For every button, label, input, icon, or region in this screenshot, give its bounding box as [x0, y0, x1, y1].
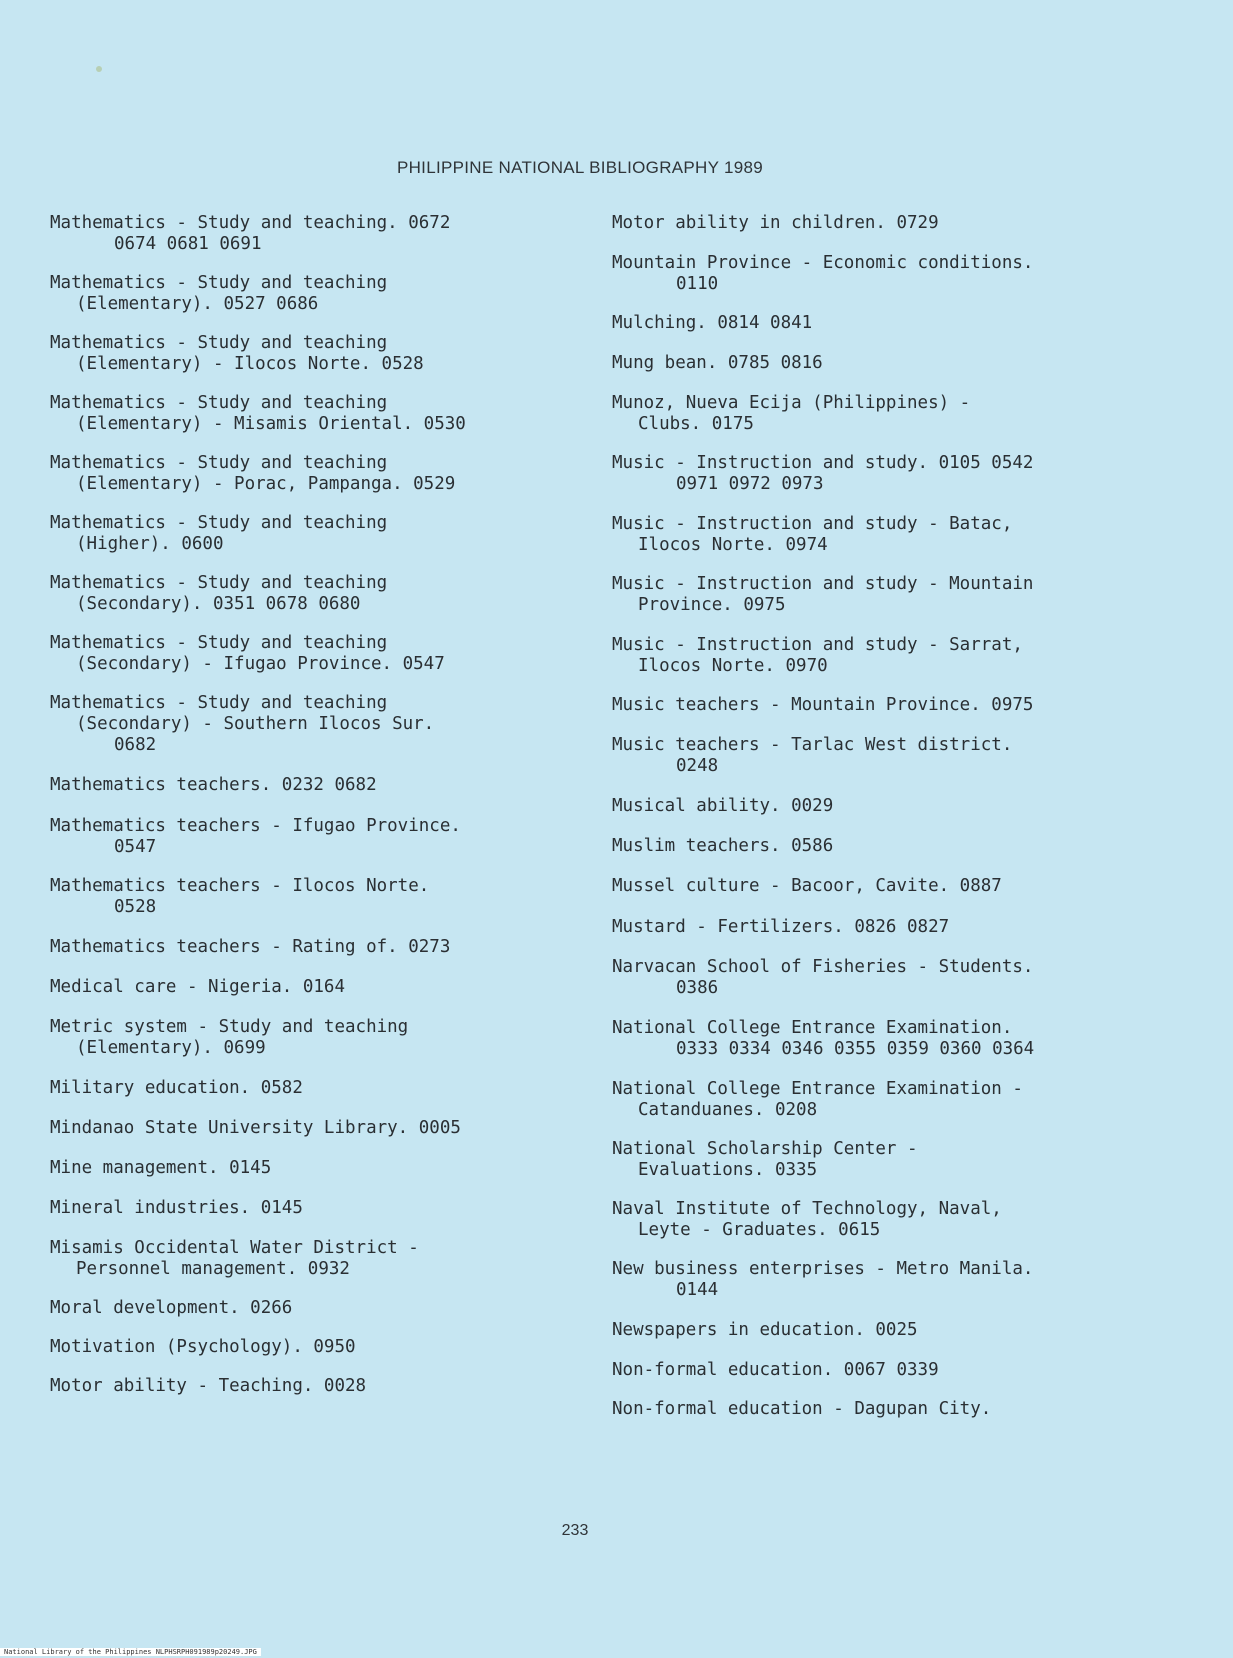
entry-heading-line: Mineral industries. 0145	[50, 1198, 303, 1218]
entry-continuation-line: Leyte - Graduates. 0615	[638, 1220, 881, 1240]
entry-continuation-line: (Elementary). 0699	[76, 1038, 266, 1058]
index-entry	[612, 957, 1033, 999]
entry-heading-line: National Scholarship Center -	[612, 1139, 918, 1159]
entry-continuation-line: Catanduanes. 0208	[638, 1100, 818, 1120]
index-entry	[50, 393, 466, 435]
entry-heading-line: Mathematics - Study and teaching	[50, 393, 388, 413]
index-entry	[50, 1118, 461, 1139]
entry-heading-line: Narvacan School of Fisheries - Students.	[612, 957, 1034, 977]
entry-heading-line: Misamis Occidental Water District -	[50, 1238, 419, 1258]
index-entry	[50, 1158, 271, 1179]
entry-continuation-line: 0971 0972 0973	[676, 474, 824, 494]
entry-continuation-line: 0333 0334 0346 0355 0359 0360 0364	[676, 1039, 1035, 1059]
entry-heading-line: Mathematics teachers. 0232 0682	[50, 775, 377, 795]
index-entry	[612, 917, 949, 938]
entry-continuation-line: (Higher). 0600	[76, 534, 224, 554]
index-entry	[612, 1079, 1023, 1121]
index-entry	[50, 1017, 408, 1059]
entry-continuation-line: Clubs. 0175	[638, 414, 754, 434]
entry-continuation-line: (Elementary). 0527 0686	[76, 294, 319, 314]
entry-continuation-line: Ilocos Norte. 0974	[638, 535, 828, 555]
entry-heading-line: Music - Instruction and study - Mountain	[612, 574, 1034, 594]
index-entry	[612, 836, 833, 857]
entry-continuation-line: 0144	[676, 1280, 719, 1300]
entry-heading-line: Music - Instruction and study - Batac,	[612, 514, 1013, 534]
index-entry	[50, 273, 387, 315]
entry-heading-line: Military education. 0582	[50, 1078, 303, 1098]
page-header: PHILIPPINE NATIONAL BIBLIOGRAPHY 1989	[396, 158, 764, 177]
index-entry	[612, 1259, 1033, 1301]
index-entry	[612, 253, 1033, 295]
index-entry	[612, 635, 1023, 677]
index-entry	[612, 514, 1012, 556]
index-entry	[612, 1360, 939, 1381]
entry-heading-line: Mathematics - Study and teaching	[50, 333, 388, 353]
entry-heading-line: Mathematics - Study and teaching	[50, 453, 388, 473]
index-entry	[50, 213, 450, 255]
index-entry	[612, 1199, 1002, 1241]
entry-heading-line: Music teachers - Tarlac West district.	[612, 735, 1013, 755]
entry-heading-line: Metric system - Study and teaching	[50, 1017, 409, 1037]
index-entry	[50, 453, 455, 495]
entry-heading-line: Mulching. 0814 0841	[612, 313, 813, 333]
entry-heading-line: Medical care - Nigeria. 0164	[50, 977, 346, 997]
entry-continuation-line: (Elementary) - Misamis Oriental. 0530	[76, 414, 466, 434]
index-entry	[50, 1238, 419, 1280]
entry-heading-line: Mussel culture - Bacoor, Cavite. 0887	[612, 876, 1002, 896]
entry-heading-line: National College Entrance Examination -	[612, 1079, 1023, 1099]
entry-continuation-line: (Secondary) - Southern Ilocos Sur.	[76, 714, 435, 734]
entry-heading-line: Mung bean. 0785 0816	[612, 353, 823, 373]
entry-continuation-line: 0674 0681 0691	[114, 234, 262, 254]
page-number: 233	[561, 1522, 589, 1539]
index-entry	[612, 1320, 918, 1341]
entry-heading-line: Mathematics teachers - Rating of. 0273	[50, 937, 451, 957]
entry-continuation-line: Personnel management. 0932	[76, 1259, 350, 1279]
entry-continuation-line: 0110	[676, 274, 719, 294]
entry-heading-line: Music - Instruction and study - Sarrat,	[612, 635, 1023, 655]
scan-footer: National Library of the Philippines NLPHSRPH091989p20249.JPG	[0, 1648, 261, 1656]
entry-heading-line: Motivation (Psychology). 0950	[50, 1337, 356, 1357]
entry-heading-line: Non-formal education - Dagupan City.	[612, 1399, 992, 1419]
index-entry	[612, 876, 1002, 897]
index-entry	[612, 213, 939, 234]
entry-heading-line: Naval Institute of Technology, Naval,	[612, 1199, 1002, 1219]
entry-continuation-line: (Secondary) - Ifugao Province. 0547	[76, 654, 445, 674]
entry-heading-line: Newspapers in education. 0025	[612, 1320, 918, 1340]
index-entry	[50, 977, 345, 998]
index-entry	[612, 313, 812, 334]
entry-continuation-line: (Elementary) - Ilocos Norte. 0528	[76, 354, 424, 374]
index-entry	[50, 1376, 366, 1397]
index-entry	[50, 693, 434, 756]
entry-heading-line: Mustard - Fertilizers. 0826 0827	[612, 917, 950, 937]
index-entry	[50, 816, 461, 858]
index-entry	[612, 393, 970, 435]
entry-heading-line: Mathematics - Study and teaching	[50, 513, 388, 533]
index-entry	[612, 796, 833, 817]
entry-continuation-line: (Elementary) - Porac, Pampanga. 0529	[76, 474, 456, 494]
entry-heading-line: Mathematics - Study and teaching	[50, 693, 388, 713]
entry-heading-line: Mathematics - Study and teaching. 0672	[50, 213, 451, 233]
index-entry	[50, 1337, 356, 1358]
entry-heading-line: Moral development. 0266	[50, 1298, 293, 1318]
entry-continuation-line: (Secondary). 0351 0678 0680	[76, 594, 361, 614]
entry-heading-line: Muslim teachers. 0586	[612, 836, 834, 856]
index-entry	[50, 573, 387, 615]
index-entry	[50, 775, 377, 796]
entry-continuation-line: 0682	[114, 735, 157, 755]
entry-continuation-line: 0386	[676, 978, 719, 998]
entry-continuation-line: Ilocos Norte. 0970	[638, 656, 828, 676]
index-entry	[612, 1018, 1034, 1060]
entry-heading-line: Mathematics - Study and teaching	[50, 633, 388, 653]
index-entry	[50, 937, 450, 958]
entry-heading-line: Munoz, Nueva Ecija (Philippines) -	[612, 393, 971, 413]
entry-continuation-line: 0547	[114, 837, 157, 857]
entry-heading-line: Mindanao State University Library. 0005	[50, 1118, 461, 1138]
entry-heading-line: New business enterprises - Metro Manila.	[612, 1259, 1034, 1279]
index-entry	[612, 574, 1033, 616]
index-entry	[612, 1399, 991, 1420]
entry-heading-line: Music - Instruction and study. 0105 0542	[612, 453, 1034, 473]
entry-heading-line: Mine management. 0145	[50, 1158, 272, 1178]
index-entry	[612, 735, 1012, 777]
entry-continuation-line: 0528	[114, 897, 157, 917]
index-entry	[612, 353, 823, 374]
entry-heading-line: Music teachers - Mountain Province. 0975	[612, 695, 1034, 715]
entry-heading-line: Non-formal education. 0067 0339	[612, 1360, 939, 1380]
entry-heading-line: Musical ability. 0029	[612, 796, 834, 816]
index-entry	[50, 633, 445, 675]
entry-continuation-line: 0248	[676, 756, 719, 776]
entry-heading-line: Mathematics teachers - Ifugao Province.	[50, 816, 461, 836]
index-entry	[50, 513, 387, 555]
index-entry	[612, 453, 1033, 495]
entry-heading-line: Mathematics - Study and teaching	[50, 273, 388, 293]
index-entry	[50, 333, 424, 375]
entry-heading-line: Motor ability - Teaching. 0028	[50, 1376, 367, 1396]
index-entry	[50, 1198, 303, 1219]
entry-heading-line: National College Entrance Examination.	[612, 1018, 1013, 1038]
entry-continuation-line: Evaluations. 0335	[638, 1160, 818, 1180]
entry-heading-line: Mountain Province - Economic conditions.	[612, 253, 1034, 273]
paper-speck	[96, 66, 102, 72]
index-entry	[50, 1078, 303, 1099]
entry-heading-line: Mathematics teachers - Ilocos Norte.	[50, 876, 430, 896]
index-entry	[612, 1139, 918, 1181]
entry-heading-line: Mathematics - Study and teaching	[50, 573, 388, 593]
entry-heading-line: Motor ability in children. 0729	[612, 213, 939, 233]
entry-continuation-line: Province. 0975	[638, 595, 786, 615]
index-entry	[50, 1298, 292, 1319]
index-entry	[50, 876, 429, 918]
index-entry	[612, 695, 1033, 716]
